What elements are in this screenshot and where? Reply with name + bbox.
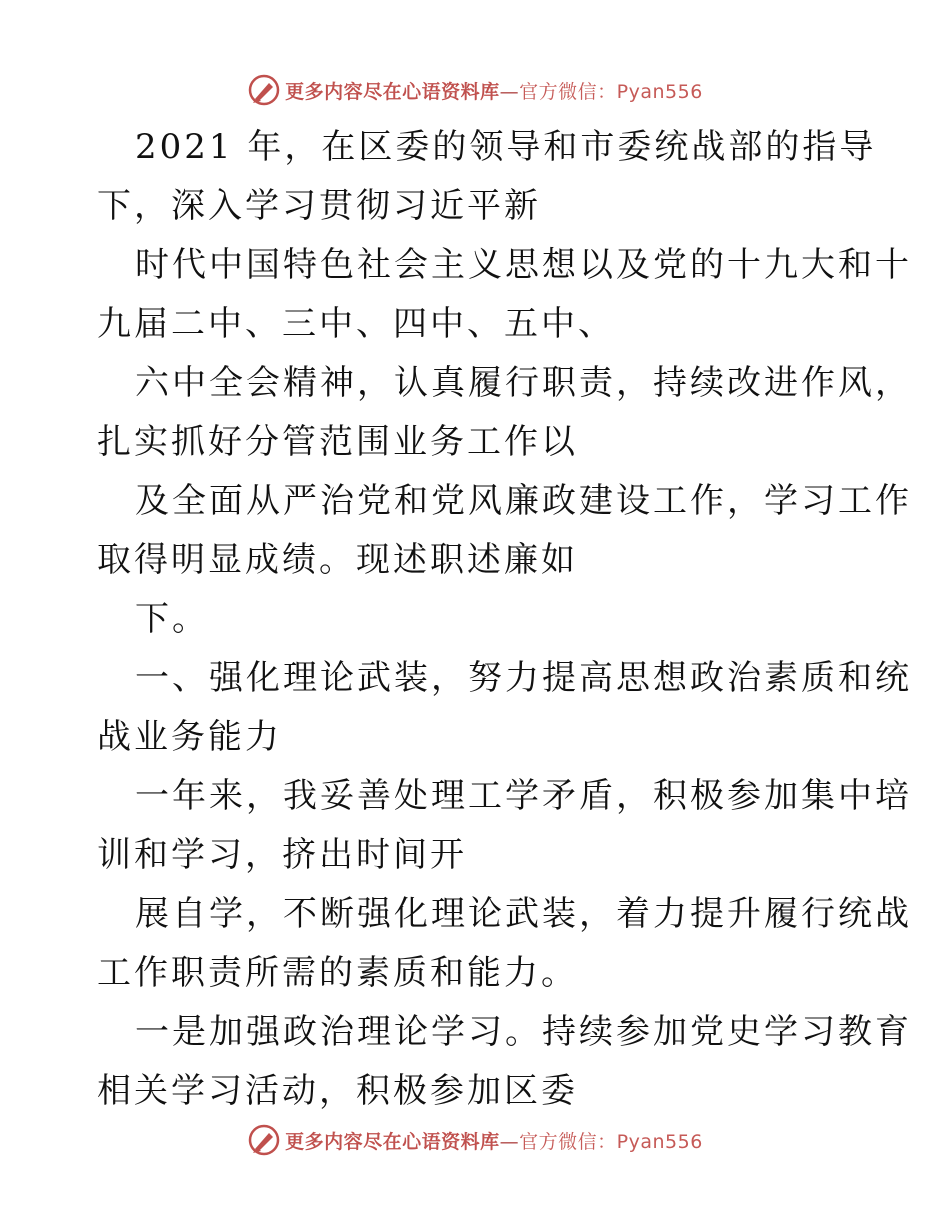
document-line: 一年来，我妥善处理工学矛盾，积极参加集中培: [135, 776, 912, 816]
pen-logo-icon: [247, 1123, 281, 1157]
header-watermark-banner: [0, 70, 950, 110]
document-line: 一、强化理论武装，努力提高思想政治素质和统: [135, 658, 912, 698]
footer-banner-text: [285, 1127, 703, 1154]
footer-banner-main: 更多内容尽在心语资料库: [285, 1130, 500, 1153]
document-line: 工作职责所需的素质和能力。: [97, 953, 578, 993]
header-banner-text: [285, 77, 703, 104]
document-line: 取得明显成绩。现述职述廉如: [97, 540, 578, 580]
footer-banner-sep: —: [499, 1130, 520, 1153]
document-body: [97, 118, 912, 1121]
header-banner-wechat: 官方微信：Pyan556: [519, 80, 703, 103]
pen-logo-icon: [247, 73, 281, 107]
document-line: 战业务能力: [97, 717, 282, 757]
document-line: 六中全会精神，认真履行职责，持续改进作风，: [135, 363, 912, 403]
document-line: 扎实抓好分管范围业务工作以: [97, 422, 578, 462]
document-line: 一是加强政治理论学习。持续参加党史学习教育: [135, 1012, 912, 1052]
document-line: 及全面从严治党和党风廉政建设工作，学习工作: [135, 481, 912, 521]
document-line: 训和学习，挤出时间开: [97, 835, 467, 875]
document-line: 下。: [135, 599, 209, 639]
document-line: 九届二中、三中、四中、五中、: [97, 304, 615, 344]
document-line: 2021 年，在区委的领导和市委统战部的指导: [135, 127, 877, 167]
header-banner-main: 更多内容尽在心语资料库: [285, 80, 500, 103]
footer-banner-wechat: 官方微信：Pyan556: [519, 1130, 703, 1153]
document-line: 展自学，不断强化理论武装，着力提升履行统战: [135, 894, 912, 934]
header-banner-sep: —: [499, 80, 520, 103]
footer-watermark-banner: [0, 1120, 950, 1160]
document-line: 相关学习活动，积极参加区委: [97, 1071, 578, 1111]
document-line: 下，深入学习贯彻习近平新: [97, 186, 541, 226]
document-line: 时代中国特色社会主义思想以及党的十九大和十: [135, 245, 912, 285]
